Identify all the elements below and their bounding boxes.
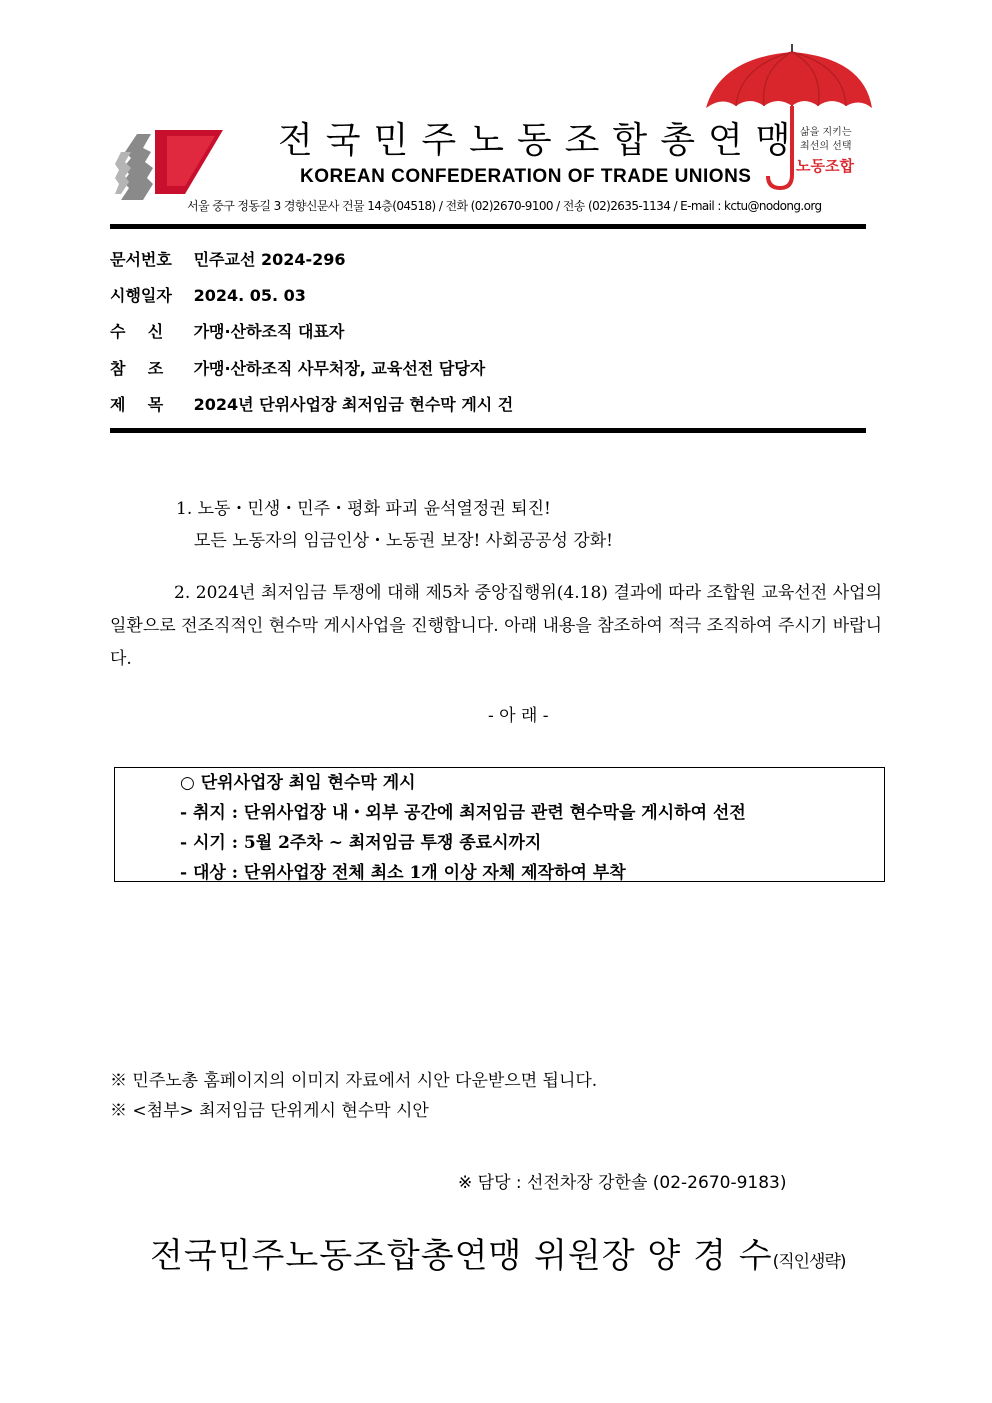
meta-value: 민주교선 2024-296 [193,250,346,269]
seal-omitted-note: (직인생략) [772,1252,846,1272]
slogan-line-2: 최선의 선택 [800,141,852,152]
paragraph-1-line-2: 모든 노동자의 임금인상・노동권 보장! 사회공공성 강화! [194,531,613,551]
meta-value: 가맹·산하조직 사무처장, 교육선전 담당자 [193,359,486,378]
notice-title: ○ 단위사업장 최임 현수막 게시 [180,773,416,793]
slogan-line-1: 삶을 지키는 [800,127,852,138]
org-name-korean: 전국민주노동조합총연맹 [278,120,804,161]
kctu-logo [115,128,230,200]
signature-line [150,1228,846,1277]
slogan-union-name: 노동조합 [796,157,854,175]
meta-label: 문서번호 [110,250,172,269]
meta-label: 시행일자 [110,286,172,305]
org-address: 서울 중구 정동길 3 경향신문사 건물 14층(04518) / 전화 (02)2670-9100 / 전송 (02)2635-1134 / E-mail : kctu@nodong.org [187,199,822,213]
meta-label: 참 조 [110,359,164,378]
below-marker: - 아 래 - [488,706,549,726]
notice-item-purpose: - 취지 : 단위사업장 내・외부 공간에 최저임금 관련 현수막을 게시하여 선전 [180,803,746,823]
paragraph-1-line-1: 1. 노동・민생・민주・평화 파괴 윤석열정권 퇴진! [176,499,551,519]
signature-text: 전국민주노동조합총연맹 위원장 양 경 수 [150,1236,773,1276]
meta-reference [110,356,485,379]
meta-label: 제 목 [110,395,164,414]
meta-label: 수 신 [110,322,164,341]
meta-recipient [110,319,344,342]
header-rule-top [110,224,866,229]
contact-info: ※ 담당 : 선전차장 강한솔 (02-2670-9183) [458,1173,787,1193]
meta-value: 2024. 05. 03 [193,286,306,305]
footnote-download: ※ 민주노총 홈페이지의 이미지 자료에서 시안 다운받으면 됩니다. [110,1071,598,1091]
paragraph-2: 2. 2024년 최저임금 투쟁에 대해 제5차 중앙집행위(4.18) 결과에 따라 조합원 교육선전 사업의 일환으로 전조직적인 현수막 게시사업을 진행합니다. 아래 내용을 참조하여 적극 조직하여 주시기 바랍니다. [110,583,882,669]
org-name-english: KOREAN CONFEDERATION OF TRADE UNIONS [300,166,752,187]
meta-date [110,283,306,306]
notice-item-period: - 시기 : 5월 2주차 ~ 최저임금 투쟁 종료시까지 [180,833,542,853]
meta-doc-number [110,247,346,270]
meta-value: 가맹·산하조직 대표자 [193,322,345,341]
meta-subject [110,392,513,415]
header-rule-bottom [110,428,866,433]
footnote-attachment: ※ <첨부> 최저임금 단위게시 현수막 시안 [110,1101,429,1121]
notice-item-target: - 대상 : 단위사업장 전체 최소 1개 이상 자체 제작하여 부착 [180,863,626,883]
meta-value: 2024년 단위사업장 최저임금 현수막 게시 건 [193,395,514,414]
